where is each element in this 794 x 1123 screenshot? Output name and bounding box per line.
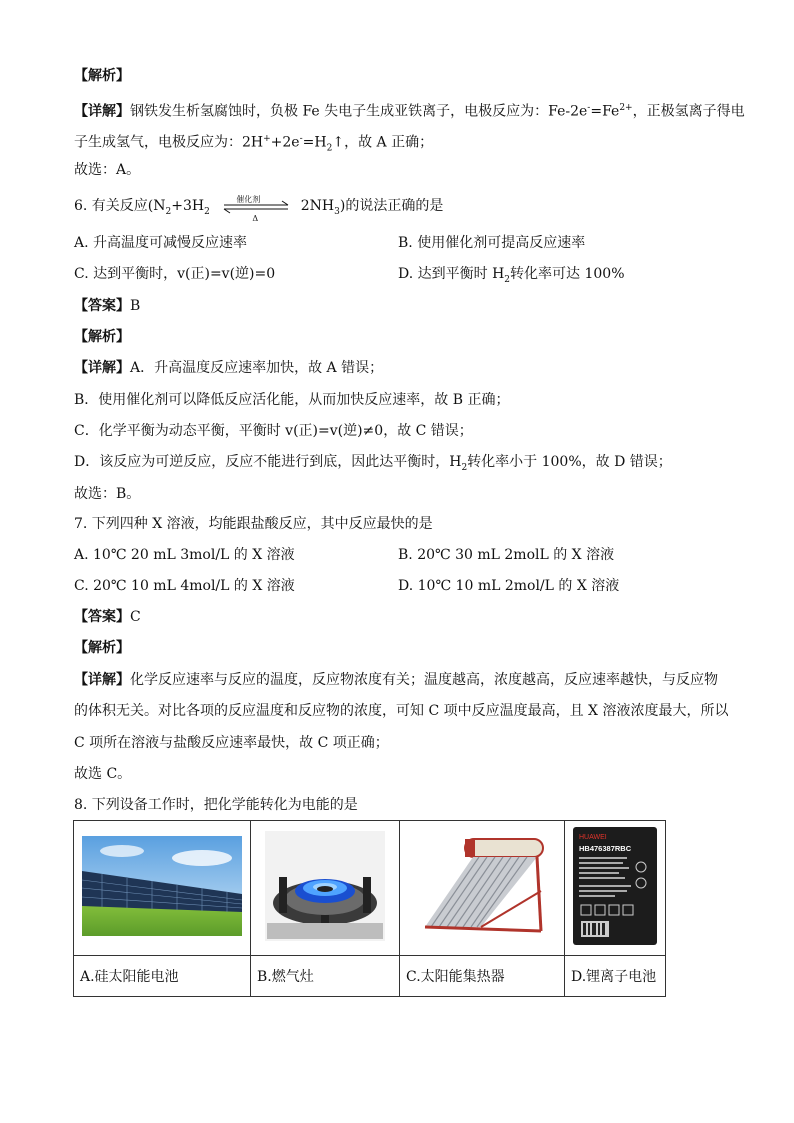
option-c: C. 20℃ 10 mL 4mol/L 的 X 溶液: [74, 578, 295, 594]
detail-paragraph-line: D．该反应为可逆反应，反应不能进行到底，因此达平衡时，$H_2$转化率小于 100%，故 D 错误；: [74, 454, 672, 473]
caption-c: C.太阳能集热器: [400, 956, 565, 997]
arrow-condition-below: Δ: [252, 214, 259, 223]
detail-paragraph-line: C．化学平衡为动态平衡，平衡时 v(正)=v(逆)≠0，故 C 错误；: [74, 423, 473, 439]
option-d: D. 达到平衡时 $H_2$转化率可达 100%: [398, 266, 625, 285]
conclusion-text: 故选：A。: [74, 162, 141, 178]
image-cell: [400, 821, 565, 956]
answer-line: 【答案】C: [74, 609, 141, 625]
image-cell: [565, 821, 666, 956]
option-b: B. 20℃ 30 mL 2molL 的 X 溶液: [398, 547, 615, 563]
option-a: A. 升高温度可减慢反应速率: [74, 235, 248, 251]
reversible-arrow-icon: [214, 195, 296, 223]
caption-b: B.燃气灶: [251, 956, 400, 997]
image-cell: [251, 821, 400, 956]
question-6-stem: 6. 有关反应($N_2+3H_2$ 催化剂 Δ $2NH_3$)的说法正确的是: [74, 196, 443, 222]
detail-paragraph-line: C 项所在溶液与盐酸反应速率最快，故 C 项正确；: [74, 735, 389, 751]
detail-paragraph-line: B．使用催化剂可以降低反应活化能，从而加快反应速率，故 B 正确；: [74, 392, 510, 408]
option-a: A. 10℃ 20 mL 3mol/L 的 X 溶液: [74, 547, 295, 563]
detail-paragraph-line: 【详解】A．升高温度反应速率加快，故 A 错误；: [74, 360, 384, 376]
battery-brand-text: HUAWEI: [579, 834, 607, 841]
analysis-heading: 【解析】: [74, 640, 130, 656]
caption-d: D.锂离子电池: [565, 956, 666, 997]
analysis-heading: 【解析】: [74, 68, 130, 84]
options-figure-table: [73, 820, 666, 997]
caption-a: A.硅太阳能电池: [74, 956, 251, 997]
detail-paragraph-line: 【详解】钢铁发生析氢腐蚀时，负极 Fe 失电子生成亚铁离子，电极反应为：$Fe-2e^-=Fe^{2+}$，正极氢离子得电: [74, 103, 745, 120]
option-b: B. 使用催化剂可提高反应速率: [398, 235, 586, 251]
arrow-condition-above: 催化剂: [236, 195, 261, 204]
solar-panel-image: [82, 836, 242, 936]
conclusion-text: 故选：B。: [74, 486, 141, 502]
solar-water-heater-image: [417, 831, 547, 941]
gas-stove-image: [265, 831, 385, 941]
answer-line: 【答案】B: [74, 298, 141, 314]
lithium-battery-image: [573, 827, 657, 945]
detail-paragraph-line: 【详解】化学反应速率与反应的温度，反应物浓度有关；温度越高，浓度越高，反应速率越快，与反应物: [74, 672, 718, 688]
detail-paragraph-line: 的体积无关。对比各项的反应温度和反应物的浓度，可知 C 项中反应温度最高，且 X 溶液浓度最大，所以: [74, 703, 729, 719]
option-d: D. 10℃ 10 mL 2mol/L 的 X 溶液: [398, 578, 620, 594]
conclusion-text: 故选 C。: [74, 766, 132, 782]
detail-paragraph-line: 子生成氢气，电极反应为：$2H^++2e^-=H_2↑$，故 A 正确；: [74, 134, 434, 154]
question-7-stem: 7. 下列四种 X 溶液，均能跟盐酸反应，其中反应最快的是: [74, 516, 433, 532]
image-cell: [74, 821, 251, 956]
battery-model-text: HB476387RBC: [579, 844, 632, 853]
analysis-heading: 【解析】: [74, 329, 130, 345]
option-c: C. 达到平衡时，v(正)=v(逆)=0: [74, 266, 276, 282]
question-8-stem: 8. 下列设备工作时，把化学能转化为电能的是: [74, 797, 358, 813]
